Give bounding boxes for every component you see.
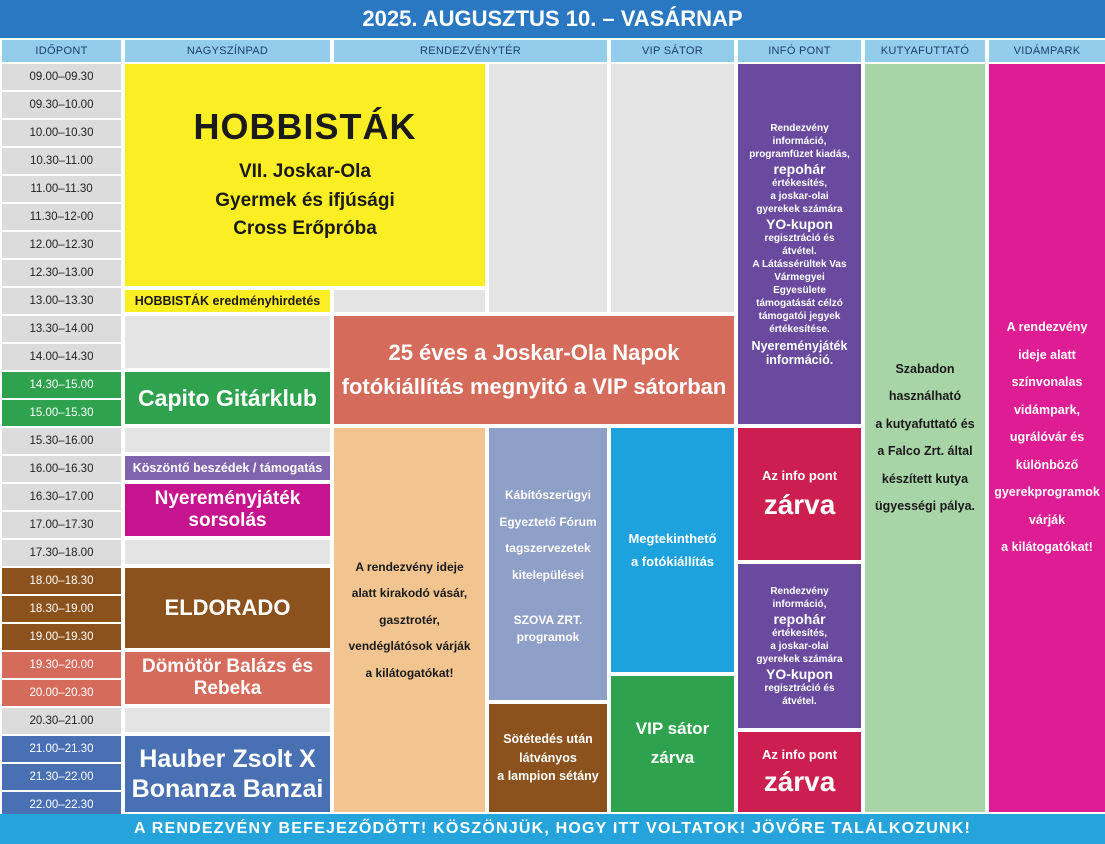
info-line: Egyesülete: [773, 284, 826, 296]
time-slot: 21.00–21.30: [2, 736, 121, 762]
amusement-line: A rendezvény: [1006, 320, 1088, 335]
info-line: A Látássérültek Vas: [752, 258, 847, 270]
info-line: átvétel.: [782, 245, 817, 257]
info-line: értékesítés,: [771, 627, 828, 639]
vip-closed-line: VIP sátor: [635, 719, 710, 739]
time-slot: 11.30–12-00: [2, 204, 121, 230]
lantern-line: Sötétedés után: [503, 731, 593, 746]
empty-cell: [125, 316, 330, 368]
info-point-closed-2: [738, 732, 861, 812]
empty-cell: [125, 540, 330, 564]
header-info-point: INFÓ PONT: [738, 40, 861, 62]
info-line: támogatását célzó: [756, 297, 843, 309]
hauber-event: [125, 736, 330, 812]
info-line: Rendezvény: [770, 585, 829, 597]
hobbistak-results: HOBBISTÁK eredményhirdetés: [125, 290, 330, 312]
time-slot: 20.00–20.30: [2, 680, 121, 706]
empty-cell: [125, 428, 330, 452]
dog-run-block: [865, 64, 985, 812]
dog-run-line: ügyességi pálya.: [874, 499, 976, 513]
info-point-closed-1: [738, 428, 861, 560]
photo-exhibition-opening: [334, 316, 734, 424]
time-slot: 14.30–15.00: [2, 372, 121, 398]
time-slot: 09.30–10.00: [2, 92, 121, 118]
dog-run-line: készített kutya: [881, 471, 969, 486]
info-information: információ.: [765, 352, 834, 367]
info-repohar: repohár: [773, 610, 826, 627]
amusement-line: vidámpark,: [1013, 402, 1080, 417]
info-line: gyerekek számára: [756, 653, 843, 665]
info-point-block-2: [738, 564, 861, 728]
info-line: Vármegyei: [774, 271, 825, 283]
time-slot: 20.30–21.00: [2, 708, 121, 734]
info-closed-label: Az info pont: [761, 467, 838, 483]
info-line: regisztráció és: [764, 232, 835, 244]
photo-opening-line: fotókiállítás megnyitó a VIP sátorban: [341, 374, 727, 399]
info-closed-label: Az info pont: [761, 746, 838, 762]
time-slot: 18.30–19.00: [2, 596, 121, 622]
time-slot: 12.00–12.30: [2, 232, 121, 258]
prize-draw-line: sorsolás: [188, 510, 267, 531]
info-line: értékesítése.: [769, 323, 830, 335]
amusement-line: a kilátogatókat!: [1001, 540, 1093, 555]
prize-draw-event: [125, 484, 330, 536]
time-slot: 12.30–13.00: [2, 260, 121, 286]
vip-tent-closed: [611, 676, 734, 812]
fair-block: [334, 428, 485, 812]
dog-run-line: Szabadon: [895, 361, 955, 376]
hauber-line: Hauber Zsolt X: [139, 745, 316, 773]
time-slot: 15.00–15.30: [2, 400, 121, 426]
amusement-line: várják: [1028, 512, 1066, 527]
info-yo-kupon: YO-kupon: [766, 665, 833, 682]
info-point-block-1: [738, 64, 861, 424]
info-line: információ,: [772, 135, 827, 147]
fair-line: alatt kirakodó vásár,: [351, 586, 468, 601]
photo-exhibit-line: Megtekinthető: [628, 530, 717, 546]
header-vip-tent: VIP SÁTOR: [611, 40, 734, 62]
amusement-line: színvonalas: [1011, 375, 1083, 390]
fair-line: A rendezvény ideje: [355, 560, 464, 575]
dog-run-line: a kutyafuttató és: [875, 416, 975, 431]
domotor-line: Rebeka: [193, 678, 262, 699]
header-dog-run: KUTYAFUTTATÓ: [865, 40, 985, 62]
hobbistak-line: VII. Joskar-Ola: [238, 161, 371, 183]
info-line: programfüzet kiadás,: [749, 148, 850, 160]
amusement-line: ideje alatt: [1018, 347, 1076, 362]
hobbistak-block: [125, 64, 485, 286]
time-slot: 17.00–17.30: [2, 512, 121, 538]
szova-line: SZOVA ZRT.: [513, 612, 583, 627]
fair-line: a kilátogatókat!: [365, 665, 454, 680]
dog-run-line: használható: [888, 389, 962, 403]
photo-exhibit-viewing: [611, 428, 734, 672]
time-slot: 14.00–14.30: [2, 344, 121, 370]
time-slot: 21.30–22.00: [2, 764, 121, 790]
time-slot: 10.00–10.30: [2, 120, 121, 146]
vip-closed-line: zárva: [650, 748, 695, 767]
amusement-line: ugrálóvár és: [1009, 430, 1085, 445]
fair-line: vendéglátósok várják: [348, 639, 471, 654]
photo-opening-line: 25 éves a Joskar-Ola Napok: [388, 339, 680, 365]
info-yo-kupon: YO-kupon: [766, 215, 833, 232]
photo-exhibit-line: a fotókiállítás: [630, 554, 715, 569]
empty-cell: [489, 64, 607, 312]
time-slot: 19.30–20.00: [2, 652, 121, 678]
empty-cell: [334, 290, 485, 312]
kef-line: Egyeztető Fórum: [499, 514, 597, 529]
time-slot: 11.00–11.30: [2, 176, 121, 202]
time-slot: 19.00–19.30: [2, 624, 121, 650]
header-time: IDŐPONT: [2, 40, 121, 62]
empty-cell: [611, 64, 734, 312]
time-slot: 15.30–16.00: [2, 428, 121, 454]
time-slot: 09.00–09.30: [2, 64, 121, 90]
time-slot: 10.30–11.00: [2, 148, 121, 174]
fair-line: gasztrotér,: [379, 612, 440, 627]
info-prize-game: Nyereményjáték: [751, 338, 848, 353]
hauber-line: Bonanza Banzai: [131, 775, 324, 803]
time-slot: 18.00–18.30: [2, 568, 121, 594]
info-closed-word: zárva: [763, 488, 836, 520]
domotor-line: Dömötör Balázs és: [141, 656, 314, 678]
amusement-line: különböző: [1015, 457, 1079, 472]
eldorado-event: ELDORADO: [125, 568, 330, 648]
capito-event: Capito Gitárklub: [125, 372, 330, 424]
header-amusement-park: VIDÁMPARK: [989, 40, 1105, 62]
info-line: Rendezvény: [770, 122, 829, 134]
dog-run-line: a Falco Zrt. által: [877, 444, 973, 458]
time-slot: 17.30–18.00: [2, 540, 121, 566]
empty-cell: [125, 708, 330, 732]
kef-block: [489, 428, 607, 700]
info-closed-word: zárva: [763, 765, 836, 797]
footer-message: A RENDEZVÉNY BEFEJEZŐDÖTT! KÖSZÖNJÜK, HOGY ITT VOLTATOK! JÖVŐRE TALÁLKOZUNK!: [0, 814, 1105, 844]
kef-line: Kábítószerügyi: [504, 488, 591, 503]
lantern-line: látványos: [519, 750, 577, 765]
lantern-line: a lampion sétány: [497, 769, 599, 784]
amusement-park-block: [989, 64, 1105, 812]
welcome-speeches-event: Köszöntő beszédek / támogatás: [125, 456, 330, 480]
info-repohar: repohár: [773, 160, 826, 177]
info-line: gyerekek számára: [756, 203, 843, 215]
time-slot: 13.30–14.00: [2, 316, 121, 342]
szova-line: programok: [516, 629, 580, 644]
lantern-walk-block: [489, 704, 607, 812]
page-title: 2025. AUGUSZTUS 10. – VASÁRNAP: [0, 0, 1105, 38]
hobbistak-title: HOBBISTÁK: [193, 106, 417, 148]
header-main-stage: NAGYSZÍNPAD: [125, 40, 330, 62]
kef-line: kitelepülései: [511, 567, 585, 582]
hobbistak-line: Gyermek és ifjúsági: [215, 189, 395, 211]
time-slot: 13.00–13.30: [2, 288, 121, 314]
info-line: támogatói jegyek: [758, 310, 841, 322]
hobbistak-line: Cross Erőpróba: [233, 218, 377, 240]
time-slot: 16.30–17.00: [2, 484, 121, 510]
header-event-area: RENDEZVÉNYTÉR: [334, 40, 607, 62]
kef-line: tagszervezetek: [505, 541, 591, 556]
info-line: regisztráció és: [764, 682, 835, 694]
prize-draw-line: Nyereményjáték: [154, 488, 301, 510]
amusement-line: gyerekprogramok: [994, 485, 1100, 500]
info-line: átvétel.: [782, 695, 817, 707]
time-slot: 22.00–22.30: [2, 792, 121, 818]
info-line: információ,: [772, 598, 827, 610]
info-line: értékesítés,: [771, 177, 828, 189]
time-slot: 16.00–16.30: [2, 456, 121, 482]
info-line: a joskar-olai: [770, 640, 829, 652]
info-line: a joskar-olai: [770, 190, 829, 202]
domotor-event: [125, 652, 330, 704]
